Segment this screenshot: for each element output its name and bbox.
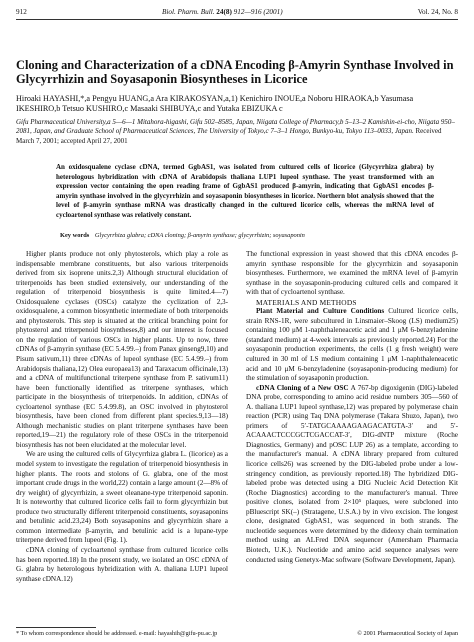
methods-text-2: A 767-bp digoxigenin (DIG)-labeled DNA probe, corresponding to amino acid residue numbers 305—560 of A. thaliana LUP1 lupeol synthase,12) was prepared by polymerase chain reaction (PCR) using Taq DNA polymerase (Takara Shuzo, Japan), two primers of 5′-TATGCAAAAGAAGACATGTA-3′ and 5′-ACAAACTCCCGCTCGACCAT-3′, DIG-dNTP mixture (Roche Diagnostics, Germany) and pOSC LUP 26) as a template, according to the manufacturer's manual. A cDNA library prepared from cultured licorice cells26) was screened by the DIG-labeled probe under a low-stringency condition, as previously reported.18) The hybridized DIG-labeled probe was detected using a DIG Nucleic Acid Detection Kit (Roche Diagnostics) according to the manufacturer's manual. Three positive clones, isolated from 2×10⁵ plaques, were subcloned into pBluescript SK(–) (Stratagene, U.S.A.) by in vivo excision. The longest clone, designated GgbAS1, was sequenced in both strands. The nucleotide sequences were determined by the dideoxy chain termination method using an ALFred DNA sequencer (Amersham Pharmacia Biotech, U.K.). Nucleotide and amino acid sequence analyses were conducted using Genetyx-Mac software (Software Development, Japan). xyxy=(246,383,458,564)
left-column xyxy=(16,250,228,584)
page-footer xyxy=(16,630,458,637)
author-list: Hiroaki HAYASHI,*,a Pengyu HUANG,a Ara KIRAKOSYAN,a,1) Kenichiro INOUE,a Noboru HIRAOKA,b Yasumasa IKESHIRO,b Tetsuo KUSHIRO,c Masaaki SHIBUYA,c and Yutaka EBIZUKA c xyxy=(16,94,414,114)
subheading-plant-material: Plant Material and Culture Conditions xyxy=(256,307,385,316)
intro-paragraph-2: We are using the cultured cells of Glycyrrhiza glabra L. (licorice) as a model system to investigate the regulation of triterpenoid biosynthesis in higher plants. The roots and stolons of G. glabra, one of the most important crude drugs in the world,22) contain a large amount (2—8% of dry weight) of glycyrrhizin, a sweet oleanane-type triterpenoid saponin. It is noteworthy that cultured licorice cells fail to form glycyrrhizin but produce two structurally different triterpenoid constituents, soyasaponins and betulinic acid.23,24) Both soyasaponins and glycyrrhizin share a common intermediate β-amyrin, and betulinic acid is a lupane-type triterpene derived from lupeol (Fig. 1). xyxy=(16,450,228,545)
section-heading-methods: MATERIALS AND METHODS xyxy=(256,297,357,307)
running-header xyxy=(16,6,458,18)
methods-text-1: Cultured licorice cells, strain RNS-1R, were subcultured in Linsmaier–Skoog (LS) medium25) containing 100 μM 1-naphthaleneacetic acid and 1 μM 6-benzyladenine (standard medium) at 4-week intervals as previously reported.24) For the soyasaponin production experiments, the cells (1 g fresh weight) were cultured in 30 ml of LS medium containing 1 μM 1-naphthaleneacetic acid and 10 μM 6-benzyladenine (soyasaponin-producing medium) for the stimulation of soyasaponin production. xyxy=(246,307,459,383)
header-rule xyxy=(16,19,458,20)
copyright-notice: © 2001 Pharmaceutical Society of Japan xyxy=(357,630,458,637)
journal-name: Biol. Pharm. Bull. xyxy=(161,8,215,16)
correspondence-note: * To whom correspondence should be addressed. e-mail: hayashih@gifu-pu.ac.jp xyxy=(16,630,218,637)
intro-paragraph-3: cDNA cloning of cycloartenol synthase from cultured licorice cells has been reported.18) In the present study, we isolated an OSC cDNA of G. glabra by heterologous hybridization with A. thaliana LUP1 lupeol synthase cDNA.12) xyxy=(16,545,228,583)
journal-volume-issue: 24(8) xyxy=(216,8,232,16)
affiliations xyxy=(16,118,458,146)
received-dates: Received March 7, 2001; accepted April 27, 2001 xyxy=(16,127,442,145)
intro-paragraph-1: Higher plants produce not only phytosterols, which play a role as indispensable membrane constituents, but also various triterpenoids derived from six isoprene units.2,3) Although structural elucidation of triterpenoids has been studied extensively, our understanding of the regulation of triterpenoid biosynthesis is quite limited.4—7) Oxidosqualene cyclases (OSCs) catalyze the cyclization of 2,3-oxidosqualene, a common biosynthetic intermediate of both triterpenoids and phytosterols. This step is situated at the critical branching point for phytosterol and triterpenoid biosyntheses,8) and our interest is focused on the regulation of various OSCs in higher plants. Up to now, three cDNAs of β-amyrin synthase (EC 5.4.99.–) from Panax ginseng9,10) and Pisum sativum,11) three cDNAs of lupeol synthase (EC 5.4.99.–) from Arabidopsis thaliana,12) Olea europaea13) and Taraxacum officinale,13) and a cDNA of multifunctional triterpene synthase from P. sativum11) have been functionally identified as triterpene synthases, which participate in the biosynthesis of triterpenoids. In addition, cDNAs of cycloartenol synthase (EC 5.4.99.8), an OSC involved in phytosterol biosynthesis, have been cloned from different plant species.9,13—18) Although mechanistic studies on plant triterpene synthases have been reported,19—21) the regulatory role of these OSCs in the triterpenoid biosynthesis has not been elucidated at the molecular level. xyxy=(16,250,228,449)
intro-continuation: The functional expression in yeast showed that this cDNA encodes β-amyrin synthase responsible for the glycyrrhizin and soyasaponin biosyntheses. Furthermore, we examined the mRNA level of β-amyrin synthase in the soyasaponin-producing cultured cells and compared it with that of cycloartenol synthase. xyxy=(246,250,458,297)
footnote-rule xyxy=(16,627,96,628)
affiliation-text: Gifu Pharmaceutical University,a 5—6—1 Mitahora-higashi, Gifu 502–8585, Japan, Niigata College of Pharmacy,b 5–13–2 Kamishin-ei-cho, Niigata 950–2081, Japan, and Graduate School of Pharmaceutical Sciences, The University of Tokyo,c 7–3–1 Hongo, Bunkyo-ku, Tokyo 113–0033, Japan. xyxy=(16,118,455,136)
volume-number: Vol. 24, No. 8 xyxy=(417,8,458,16)
keywords xyxy=(60,231,434,240)
keywords-text: Glycyrrhiza glabra; cDNA cloning; β-amyrin synthase; glycyrrhizin; soyasaponin xyxy=(94,232,305,239)
journal-pages-year: 912—916 (2001) xyxy=(233,8,283,16)
keywords-label: Key words xyxy=(60,232,90,239)
journal-citation xyxy=(162,8,283,16)
methods-paragraph-2 xyxy=(246,384,458,565)
subheading-cdna-cloning: cDNA Cloning of a New OSC xyxy=(256,383,349,392)
methods-paragraph-1 xyxy=(246,307,458,383)
abstract: An oxidosqualene cyclase cDNA, termed GgbAS1, was isolated from cultured cells of licorice (Glycyrrhiza glabra) by heterologous hybridization with cDNA of Arabidopsis thaliana LUP1 lupeol synthase. The yeast transformed with an expression vector containing the open reading frame of GgbAS1 produced β-amyrin, indicating that GgbAS1 encodes β-amyrin synthase involved in the glycyrrhizin and soyasaponin biosyntheses in licorice. Northern blot analysis showed that the level of β-amyrin synthase mRNA was drastically changed in the cultured licorice cells, whereas the mRNA level of cycloartenol synthase was relatively constant. xyxy=(56,163,434,219)
page-number: 912 xyxy=(16,8,27,16)
right-column xyxy=(246,250,458,565)
paper-title: Cloning and Characterization of a cDNA Encoding β-Amyrin Synthase Involved in Glycyrrhizin and Soyasaponin Biosyntheses in Licorice xyxy=(16,58,454,86)
